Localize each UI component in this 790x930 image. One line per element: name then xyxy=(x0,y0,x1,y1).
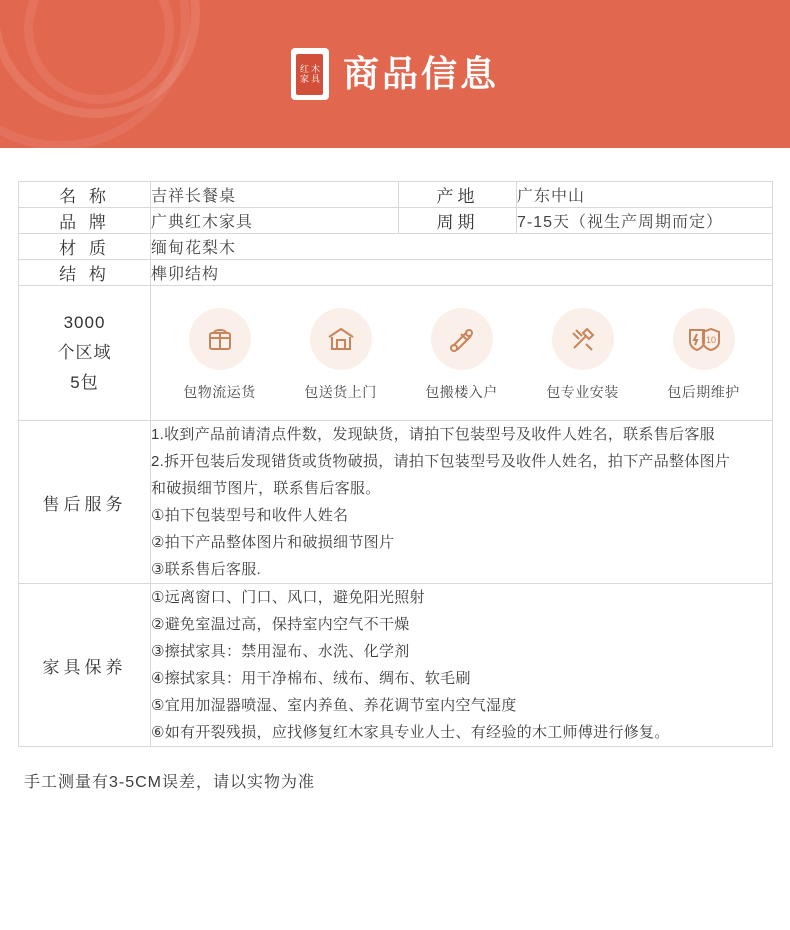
service-label-home-delivery: 包送货上门 xyxy=(304,384,377,400)
after-sales-line-5: ②拍下产品整体图片和破损细节图片 xyxy=(151,534,395,551)
maintenance-line-6: ⑥如有开裂残损，应找修复红木家具专业人士、有经验的木工师傅进行修复。 xyxy=(151,724,670,741)
service-label-maintenance: 包后期维护 xyxy=(667,384,740,400)
spec-value-cycle: 7-15天（视生产周期而定） xyxy=(517,208,773,234)
maintenance-shield-icon xyxy=(673,308,735,370)
services-label xyxy=(19,286,151,421)
after-sales-label: 售后服务 xyxy=(19,421,151,584)
measurement-note: 手工测量有3-5CM误差，请以实物为准 xyxy=(24,774,316,791)
services-label-line-2: 个区域 xyxy=(57,343,112,362)
maintenance-line-4: ④擦拭家具：用干净棉布、绒布、绸布、软毛刷 xyxy=(151,670,471,687)
spec-label-cycle: 周期 xyxy=(399,208,517,234)
maintenance-line-1: ①远离窗口、门口、风口，避免阳光照射 xyxy=(151,589,425,606)
package-delivery-icon xyxy=(189,308,251,370)
table-row-services xyxy=(19,286,773,421)
spec-value-material: 缅甸花梨木 xyxy=(151,234,773,260)
seal-char-1: 红 xyxy=(299,64,309,74)
seal-char-2: 木 xyxy=(310,64,320,74)
seal-char-4: 具 xyxy=(310,74,320,84)
maintenance-label: 家具保养 xyxy=(19,584,151,747)
service-label-installation: 包专业安装 xyxy=(546,384,619,400)
table-row-after-sales xyxy=(19,421,773,584)
spec-label-origin: 产地 xyxy=(399,182,517,208)
after-sales-line-1: 1.收到产品前请清点件数，发现缺货，请拍下包装型号及收件人姓名，联系售后客服 xyxy=(151,426,715,443)
after-sales-line-2: 2.拆开包装后发现错货或货物破损，请拍下包装型号及收件人姓名，拍下产品整体图片 xyxy=(151,453,731,470)
home-delivery-icon xyxy=(310,308,372,370)
service-item-maintenance xyxy=(648,308,760,402)
table-row xyxy=(19,182,773,208)
product-spec-table xyxy=(18,181,773,747)
services-label-line-3: 5包 xyxy=(70,373,99,392)
page-header-banner xyxy=(0,0,790,148)
spec-value-origin: 广东中山 xyxy=(517,182,773,208)
spec-value-brand: 广典红木家具 xyxy=(151,208,399,234)
maintenance-line-3: ③擦拭家具：禁用湿布、水洗、化学剂 xyxy=(151,643,410,660)
spec-label-name: 名 称 xyxy=(19,182,151,208)
seal-char-3: 家 xyxy=(299,74,309,84)
services-cell xyxy=(151,286,773,421)
stair-carry-icon xyxy=(431,308,493,370)
after-sales-line-3: 和破损细节图片，联系售后客服。 xyxy=(151,480,381,497)
after-sales-line-4: ①拍下包装型号和收件人姓名 xyxy=(151,507,349,524)
service-item-home-delivery xyxy=(285,308,397,402)
service-label-logistics: 包物流运货 xyxy=(183,384,256,400)
after-sales-content xyxy=(151,421,773,584)
table-row xyxy=(19,260,773,286)
maintenance-line-2: ②避免室温过高，保持室内空气不干燥 xyxy=(151,616,410,633)
service-item-stair-carry xyxy=(406,308,518,402)
spec-sheet xyxy=(0,148,790,792)
spec-label-brand: 品 牌 xyxy=(19,208,151,234)
maintenance-line-5: ⑤宜用加湿器喷湿、室内养鱼、养花调节室内空气湿度 xyxy=(151,697,517,714)
service-item-logistics xyxy=(164,308,276,402)
spec-label-material: 材 质 xyxy=(19,234,151,260)
after-sales-line-6: ③联系售后客服. xyxy=(151,561,262,578)
services-label-line-1: 3000 xyxy=(63,313,106,332)
svg-text:10: 10 xyxy=(705,335,716,345)
install-tools-icon xyxy=(552,308,614,370)
spec-value-structure: 榫卯结构 xyxy=(151,260,773,286)
spec-label-structure: 结 构 xyxy=(19,260,151,286)
table-row xyxy=(19,234,773,260)
service-label-stair-carry: 包搬楼入户 xyxy=(425,384,498,400)
table-row-maintenance xyxy=(19,584,773,747)
table-row xyxy=(19,208,773,234)
brand-seal-icon xyxy=(291,48,329,100)
page-title: 商品信息 xyxy=(342,53,499,94)
maintenance-content xyxy=(151,584,773,747)
spec-value-name: 吉祥长餐桌 xyxy=(151,182,399,208)
service-item-installation xyxy=(527,308,639,402)
